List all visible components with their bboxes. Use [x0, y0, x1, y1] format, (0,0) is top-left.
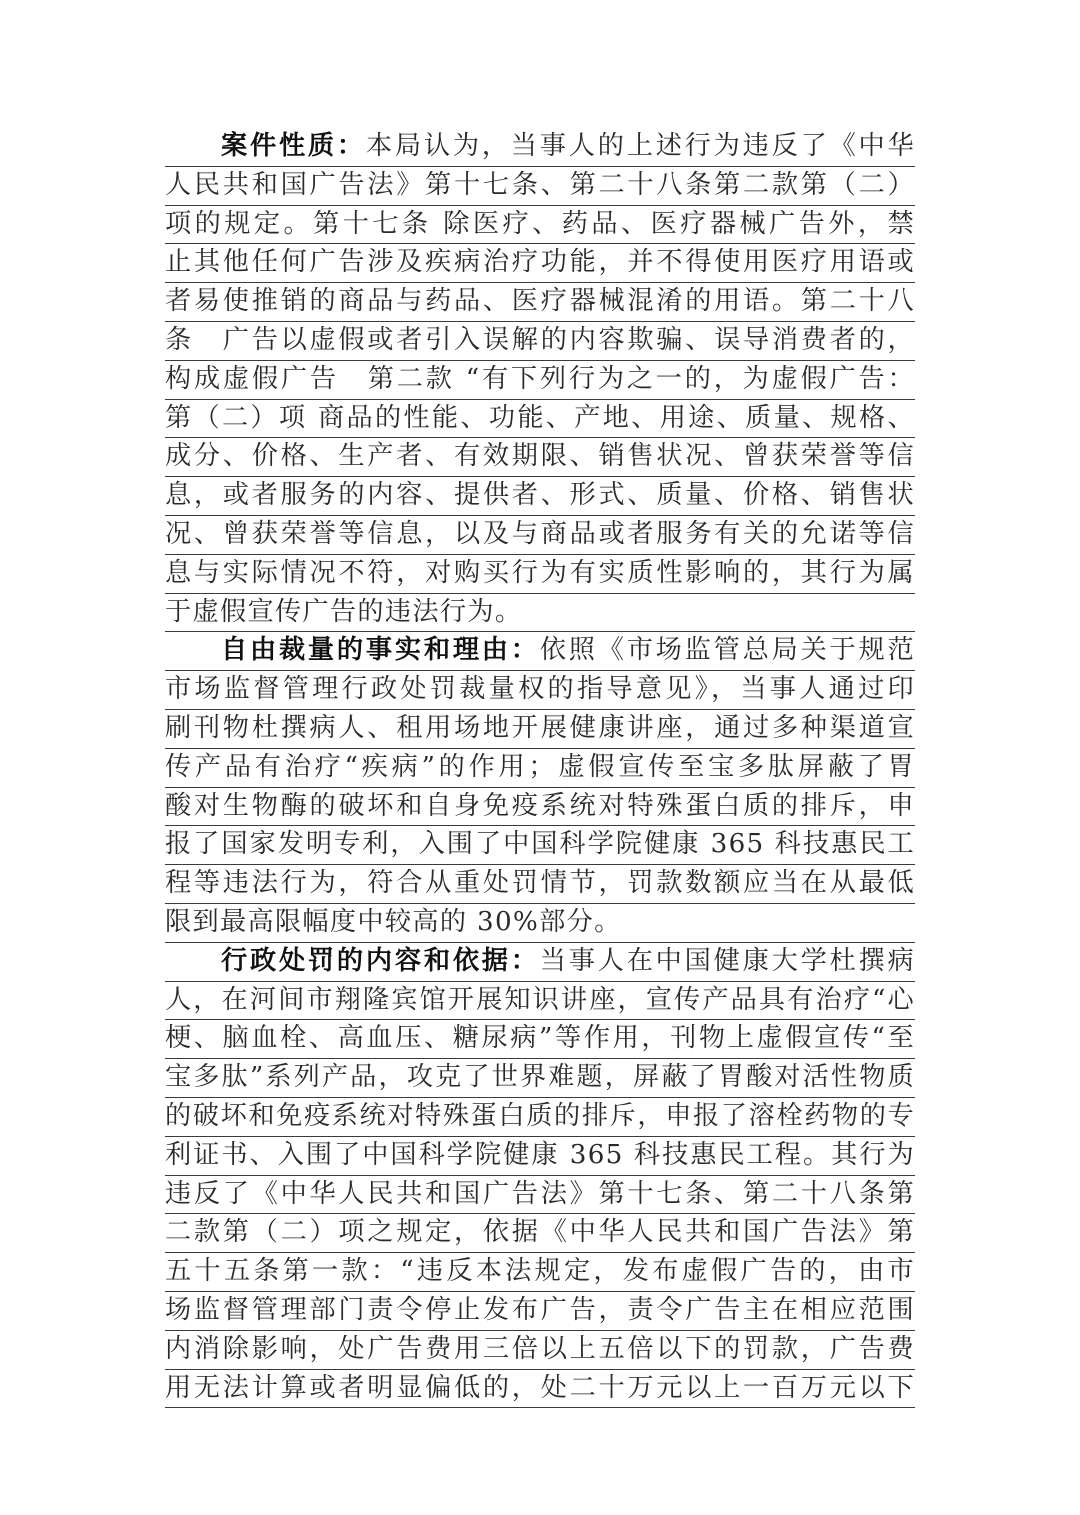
penalty-heading: 行政处罚的内容和依据： — [221, 944, 540, 976]
paragraph-2-line-6: 报了国家发明专利，入围了中国科学院健康 365 科技惠民工 — [165, 826, 915, 865]
paragraph-1-line-3: 项的规定。第十七条 除医疗、药品、医疗器械广告外，禁 — [165, 206, 915, 245]
case-nature-heading: 案件性质： — [221, 130, 366, 161]
paragraph-3-line-12: 用无法计算或者明显偏低的，处二十万元以上一百万元以下 — [165, 1370, 915, 1409]
paragraph-2-line-1: 自由裁量的事实和理由：依照《市场监管总局关于规范 — [165, 632, 915, 671]
paragraph-1-line-13: 于虚假宣传广告的违法行为。 — [165, 594, 915, 633]
paragraph-3-line-2: 人，在河间市翔隆宾馆开展知识讲座，宣传产品具有治疗“心 — [165, 982, 915, 1021]
paragraph-1-line-12: 息与实际情况不符，对购买行为有实质性影响的，其行为属 — [165, 555, 915, 594]
paragraph-3-line-10: 场监督管理部门责令停止发布广告，责令广告主在相应范围 — [165, 1292, 915, 1331]
paragraph-1-line-4: 止其他任何广告涉及疾病治疗功能，并不得使用医疗用语或 — [165, 244, 915, 283]
paragraph-1-line-6: 条 广告以虚假或者引入误解的内容欺骗、误导消费者的， — [165, 322, 915, 361]
paragraph-1-line-5: 者易使推销的商品与药品、医疗器械混淆的用语。第二十八 — [165, 283, 915, 322]
paragraph-2-line-2: 市场监督管理行政处罚裁量权的指导意见》，当事人通过印 — [165, 671, 915, 710]
paragraph-3-line-7: 违反了《中华人民共和国广告法》第十七条、第二十八条第 — [165, 1176, 915, 1215]
paragraph-3-line-1: 行政处罚的内容和依据：当事人在中国健康大学杜撰病 — [165, 943, 915, 982]
discretion-heading: 自由裁量的事实和理由： — [221, 634, 540, 666]
paragraph-2-line-3: 刷刊物杜撰病人、租用场地开展健康讲座，通过多种渠道宣 — [165, 710, 915, 749]
paragraph-3-line-3: 梗、脑血栓、高血压、糖尿病”等作用，刊物上虚假宣传“至 — [165, 1020, 915, 1059]
paragraph-3-line-5: 的破坏和免疫系统对特殊蛋白质的排斥，申报了溶栓药物的专 — [165, 1098, 915, 1137]
paragraph-3-line-9: 五十五条第一款：“违反本法规定，发布虚假广告的，由市 — [165, 1253, 915, 1292]
paragraph-1-line-11: 况、曾获荣誉等信息，以及与商品或者服务有关的允诺等信 — [165, 516, 915, 555]
paragraph-2-line-4: 传产品有治疗“疾病”的作用；虚假宣传至宝多肽屏蔽了胃 — [165, 749, 915, 788]
paragraph-3-line-8: 二款第（二）项之规定，依据《中华人民共和国广告法》第 — [165, 1214, 915, 1253]
paragraph-1-line-9: 成分、价格、生产者、有效期限、销售状况、曾获荣誉等信 — [165, 438, 915, 477]
paragraph-2-line-7: 程等违法行为，符合从重处罚情节，罚款数额应当在从最低 — [165, 865, 915, 904]
paragraph-1-line-2: 人民共和国广告法》第十七条、第二十八条第二款第（二） — [165, 167, 915, 206]
document-body — [165, 128, 915, 1408]
paragraph-3-line-11: 内消除影响，处广告费用三倍以上五倍以下的罚款，广告费 — [165, 1331, 915, 1370]
paragraph-1-line-10: 息，或者服务的内容、提供者、形式、质量、价格、销售状 — [165, 477, 915, 516]
paragraph-2-line-8: 限到最高限幅度中较高的 30%部分。 — [165, 904, 915, 943]
paragraph-3-line-6: 利证书、入围了中国科学院健康 365 科技惠民工程。其行为 — [165, 1137, 915, 1176]
paragraph-1-line-8: 第（二）项 商品的性能、功能、产地、用途、质量、规格、 — [165, 400, 915, 439]
paragraph-1-line-7: 构成虚假广告 第二款 “有下列行为之一的，为虚假广告： — [165, 361, 915, 400]
paragraph-2-line-5: 酸对生物酶的破坏和自身免疫系统对特殊蛋白质的排斥，申 — [165, 788, 915, 827]
paragraph-3-line-4: 宝多肽”系列产品，攻克了世界难题，屏蔽了胃酸对活性物质 — [165, 1059, 915, 1098]
paragraph-1-line-1: 案件性质：本局认为，当事人的上述行为违反了《中华 — [165, 128, 915, 167]
